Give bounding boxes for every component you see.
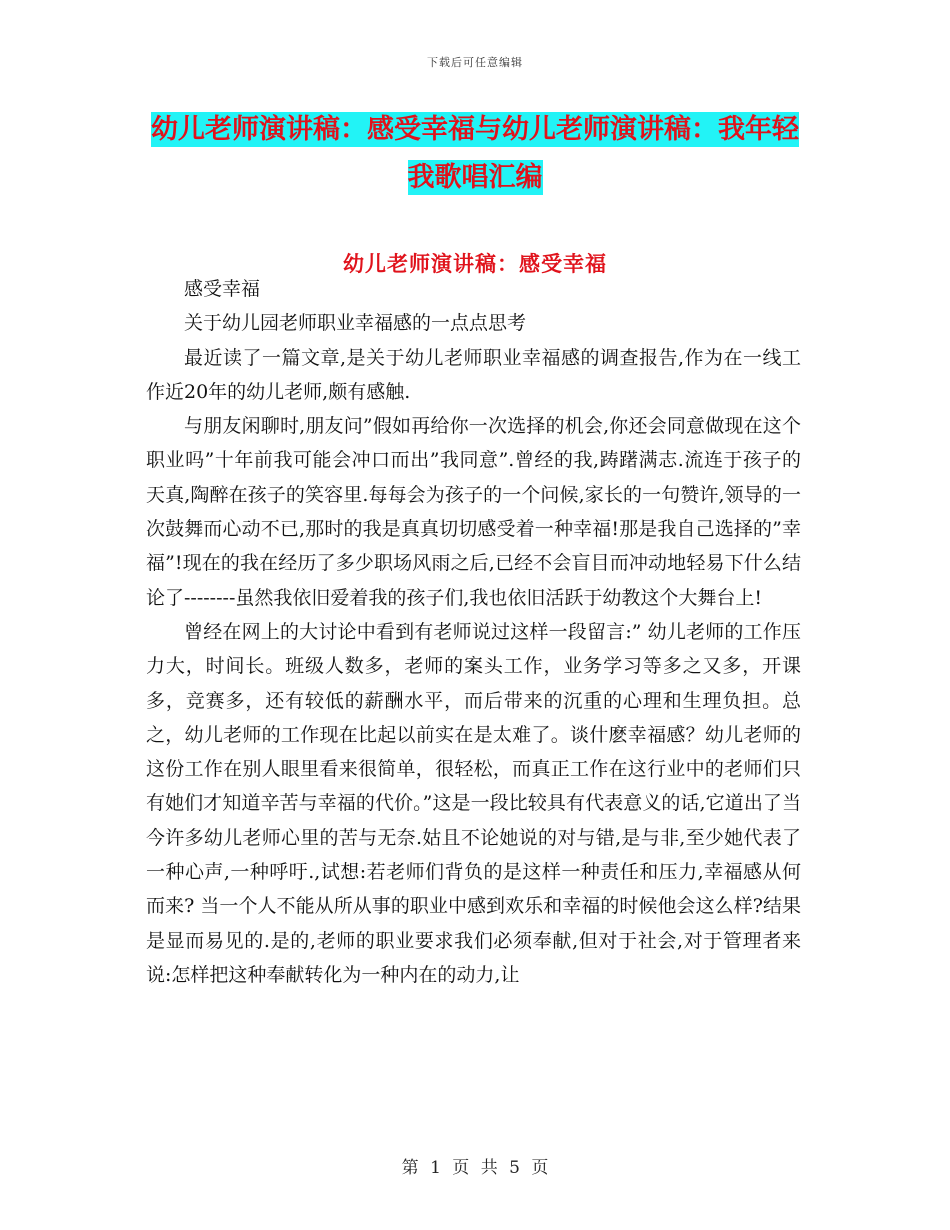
paragraph: 曾经在网上的大讨论中看到有老师说过这样一段留言:” 幼儿老师的工作压力大，时间长。班级人数多，老师的案头工作，业务学习等多之又多，开课多，竞赛多，还有较低的薪酬水平，而后带来的沉重的心理和生理负担。总之，幼儿老师的工作现在比起以前实在是太难了。谈什麽幸福感？幼儿老师的这份工作在别人眼里看来很简单，很轻松，而真正工作在这行业中的老师们只有她们才知道辛苦与幸福的代价。”这是一段比较具有代表意义的话,它道出了当今许多幼儿老师心里的苦与无奈.姑且不论她说的对与错,是与非,至少她代表了一种心声,一种呼吁.,试想:若老师们背负的是这样一种责任和压力,幸福感从何而来? 当一个人不能从所从事的职业中感到欢乐和幸福的时候他会这么样?结果是显而易见的.是的,老师的职业要求我们必须奉献,但对于社会,对于管理者来说:怎样把这种奉献转化为一种内在的动力,让 [146, 620, 801, 986]
paragraph-topic: 关于幼儿园老师职业幸福感的一点点思考 [184, 312, 527, 335]
paragraph: 与朋友闲聊时,朋友问”假如再给你一次选择的机会,你还会同意做现在这个职业吗”十年前我可能会冲口而出”我同意”.曾经的我,踌躇满志.流连于孩子的天真,陶醉在孩子的笑容里.每每会为孩子的一个问候,家长的一句赞许,领导的一次鼓舞而心动不已,那时的我是真真切切感受着一种幸福!那是我自己选择的”幸福”!现在的我在经历了多少职场风雨之后,已经不会盲目而冲动地轻易下什么结论了--------虽然我依旧爱着我的孩子们,我也依旧活跃于幼教这个大舞台上! [146, 415, 801, 609]
section-title: 幼儿老师演讲稿：感受幸福 [343, 252, 607, 276]
body-text [146, 272, 801, 992]
header-note: 下载后可任意编辑 [427, 56, 523, 69]
document-title-text: 幼儿老师演讲稿：感受幸福与幼儿老师演讲稿：我年轻我歌唱汇编 [151, 114, 799, 193]
page-number: 第 1 页 共 5 页 [401, 1158, 549, 1178]
paragraph: 最近读了一篇文章,是关于幼儿老师职业幸福感的调查报告,作为在一线工作近20年的幼儿老师,颇有感触. [146, 346, 801, 403]
document-title [150, 106, 800, 202]
paragraph-subtitle: 感受幸福 [184, 278, 261, 300]
